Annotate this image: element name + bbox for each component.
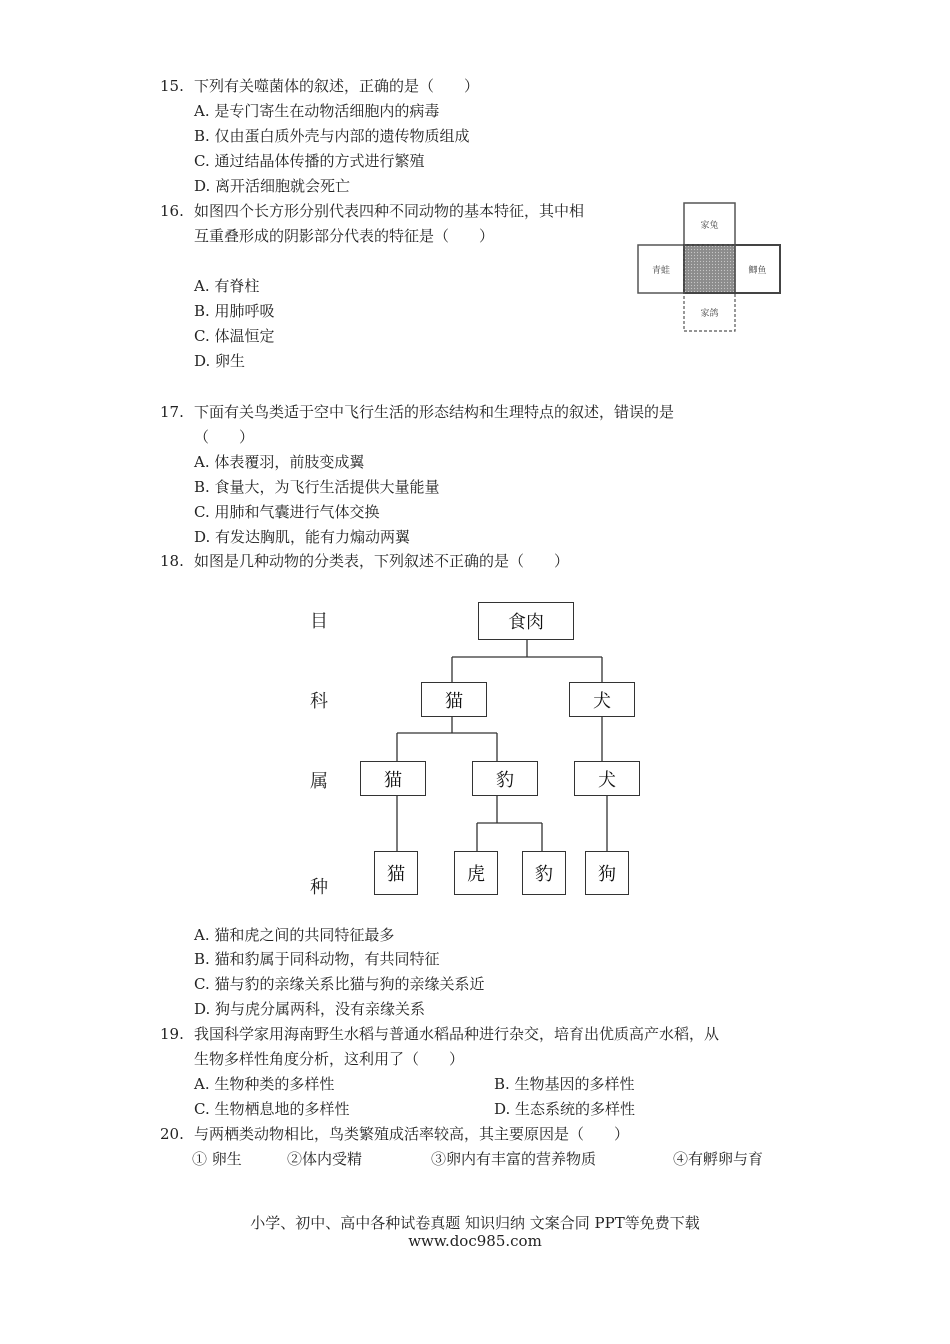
rank-genus: 属 [310,771,328,792]
q16-number: 16. [160,202,184,220]
family-canidae: 犬 [569,682,635,717]
q15-option-b: B. 仅由蛋白质外壳与内部的遗传物质组成 [194,127,470,145]
q20-item-4: ④有孵卵与育 [673,1150,764,1168]
q17-option-c: C. 用肺和气囊进行气体交换 [194,503,380,521]
q17-number: 17. [160,403,184,421]
order-carnivora: 食肉 [478,602,574,640]
genus-canis: 犬 [574,761,640,796]
q18-option-b: B. 猫和豹属于同科动物，有共同特征 [194,950,440,968]
q20-item-1: ① 卵生 [192,1150,242,1168]
q16-option-b: B. 用肺呼吸 [194,302,275,320]
classification-tree [300,595,660,905]
q19-stem-line1: 我国科学家用海南野生水稻与普通水稻品种进行杂交，培育出优质高产水稻，从 [194,1025,720,1043]
q15-number: 15. [160,77,184,95]
q18-option-a: A. 猫和虎之间的共同特征最多 [194,926,395,944]
q15-stem: 下列有关噬菌体的叙述，正确的是（ ） [194,77,480,95]
q17-option-d: D. 有发达胸肌，能有力煽动两翼 [194,528,411,546]
species-leopard: 豹 [522,851,566,895]
q19-option-b: B. 生物基因的多样性 [494,1075,635,1093]
q19-stem-line2: 生物多样性角度分析，这利用了（ ） [194,1050,465,1068]
species-cat: 猫 [374,851,418,895]
q19-number: 19. [160,1025,184,1043]
frog-label: 青蛙 [651,265,670,276]
q16-stem-line1: 如图四个长方形分别代表四种不同动物的基本特征，其中相 [194,202,585,220]
species-tiger: 虎 [454,851,498,895]
q18-stem: 如图是几种动物的分类表，下列叙述不正确的是（ ） [194,552,570,570]
q20-item-2: ②体内受精 [287,1150,363,1168]
q15-option-c: C. 通过结晶体传播的方式进行繁殖 [194,152,425,170]
q16-option-c: C. 体温恒定 [194,327,275,345]
q16-feature-diagram [636,200,782,335]
rabbit-label: 家兔 [700,220,719,231]
q19-option-d: D. 生态系统的多样性 [494,1100,636,1118]
q15-option-d: D. 离开活细胞就会死亡 [194,177,351,195]
q17-stem-line1: 下面有关鸟类适于空中飞行生活的形态结构和生理特点的叙述，错误的是 [194,403,675,421]
q20-stem: 与两栖类动物相比，鸟类繁殖成活率较高，其主要原因是（ ） [194,1125,630,1143]
q17-option-a: A. 体表覆羽，前肢变成翼 [194,453,365,471]
q17-option-b: B. 食量大，为飞行生活提供大量能量 [194,478,440,496]
family-felidae: 猫 [421,682,487,717]
pigeon-label: 家鸽 [700,308,719,319]
q16-option-d: D. 卵生 [194,352,246,370]
q19-option-c: C. 生物栖息地的多样性 [194,1100,350,1118]
genus-panthera: 豹 [472,761,538,796]
q19-option-a: A. 生物种类的多样性 [194,1075,335,1093]
rank-family: 科 [310,691,328,712]
footer-ad-line: 小学、初中、高中各种试卷真题 知识归纳 文案合同 PPT等免费下载 [250,1214,700,1232]
genus-felis: 猫 [360,761,426,796]
species-dog: 狗 [585,851,629,895]
q17-stem-line2: （ ） [194,428,255,446]
rank-species: 种 [310,877,328,898]
q20-number: 20. [160,1125,184,1143]
q18-option-c: C. 猫与豹的亲缘关系比猫与狗的亲缘关系近 [194,975,485,993]
crucian-label: 鲫鱼 [748,265,767,276]
rank-order: 目 [310,611,328,632]
q15-option-a: A. 是专门寄生在动物活细胞内的病毒 [194,102,440,120]
q20-item-3: ③卵内有丰富的营养物质 [431,1150,597,1168]
footer-url[interactable]: www.doc985.com [408,1232,542,1250]
q16-stem-line2: 互重叠形成的阴影部分代表的特征是（ ） [194,227,495,245]
q18-number: 18. [160,552,184,570]
q18-option-d: D. 狗与虎分属两科，没有亲缘关系 [194,1000,426,1018]
q16-option-a: A. 有脊柱 [194,277,260,295]
